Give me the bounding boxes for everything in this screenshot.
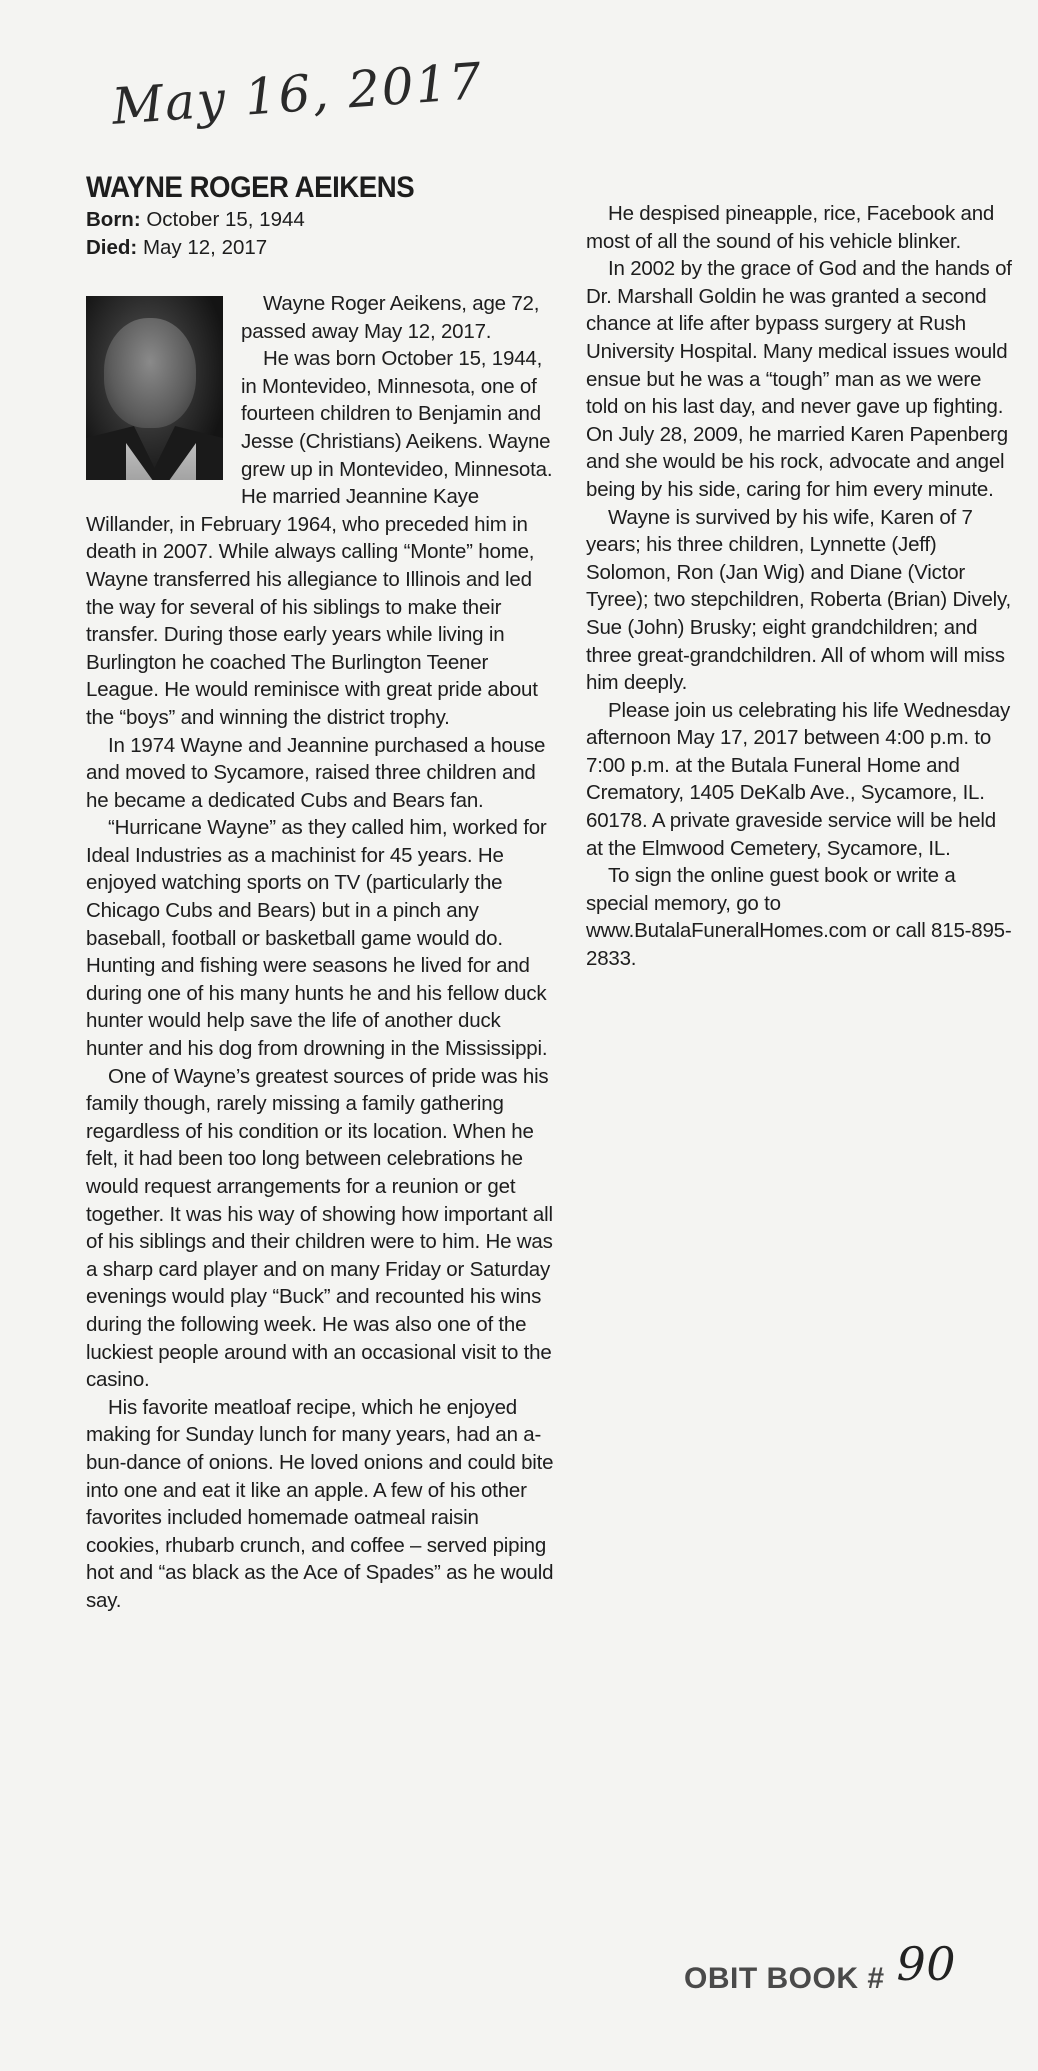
died-line	[86, 234, 556, 262]
died-label: Died:	[86, 236, 138, 259]
portrait-photo	[86, 296, 223, 480]
obituary-paragraph: “Hurricane Wayne” as they called him, worked for Ideal Industries as a machinist for 45 years. He enjoyed watching sports on TV (particularly the Chicago Cubs and Bears) but in a pinch any baseball, football or basketball game would do. Hunting and fishing were seasons he lived for and during one of his many hunts he and his fellow duck hunter would help save the life of another duck hunter and his dog from drowning in the Mississippi.	[86, 816, 548, 1061]
born-line	[86, 206, 556, 234]
obituary-paragraph: In 2002 by the grace of God and the hands of Dr. Marshall Goldin he was granted a second chance at life after bypass surgery at Rush University Hospital. Many medical issues would ensue but he was a “tough” man as we were told on his last day, and never gave up fighting. On July 28, 2009, he married Karen Papenberg and she would be his rock, advocate and angel being by his side, caring for him every minute.	[586, 257, 1012, 501]
obituary-paragraph: His favorite meatloaf recipe, which he enjoyed making for Sunday lunch for many years, had an a-bun-dance of onions. He loved onions and could bite into one and eat it like an apple. A few of his other favorites included homemade oatmeal raisin cookies, rhubarb crunch, and coffee – served piping hot and “as black as the Ace of Spades” as he would say.	[86, 1395, 554, 1612]
obituary-paragraph: One of Wayne’s greatest sources of pride was his family though, rarely missing a family gathering regardless of his condition or its location. When he felt, it had been too long between celebrations he would request arrangements for a reunion or get together. It was his way of showing how important all of his siblings and their children were to him. He was a sharp card player and on many Friday or Saturday evenings would play “Buck” and recounted his wins during the following week. He was also one of the luckiest people around with an occasional visit to the casino.	[86, 1064, 553, 1392]
obituary-right-column	[586, 200, 1016, 973]
obituary-body-left	[86, 290, 556, 1615]
obituary-paragraph: To sign the online guest book or write a special memory, go to www.ButalaFuneralHomes.com or call 815-895-2833.	[586, 864, 1012, 971]
obituary-paragraph: In 1974 Wayne and Jeannine purchased a house and moved to Sycamore, raised three children and he became a dedicated Cubs and Bears fan.	[86, 733, 546, 812]
obituary-name: WAYNE ROGER AEIKENS	[86, 171, 415, 204]
obituary-left-column	[86, 170, 556, 1615]
born-date: October 15, 1944	[146, 208, 305, 231]
obituary-paragraph: Please join us celebrating his life Wednesday afternoon May 17, 2017 between 4:00 p.m. to 7:00 p.m. at the Butala Funeral Home and Crematory, 1405 DeKalb Ave., Sycamore, IL. 60178. A private graveside service will be held at the Elmwood Cemetery, Sycamore, IL.	[586, 698, 1011, 860]
obituary-paragraph: He despised pineapple, rice, Facebook and most of all the sound of his vehicle blinker.	[586, 202, 995, 253]
died-date: May 12, 2017	[142, 236, 268, 259]
handwritten-date: May 16, 2017	[110, 52, 485, 136]
obituary-paragraph: Wayne Roger Aeikens, age 72, passed away May 12, 2017.	[241, 292, 540, 343]
obit-book-number: 90	[896, 1937, 957, 1991]
obit-book-label: OBIT BOOK #	[684, 1962, 885, 1995]
obituary-paragraph: Wayne is survived by his wife, Karen of 7 years; his three children, Lynnette (Jeff) Solomon, Ron (Jan Wig) and Diane (Victor Tyree); two stepchildren, Roberta (Brian) Dively, Sue (John) Brusky; eight grandchildren; and three great-grandchildren. All of whom will miss him deeply.	[586, 505, 1012, 695]
obit-book-footer	[684, 1937, 957, 1999]
born-label: Born:	[86, 208, 141, 231]
obituary-paragraph: He was born October 15, 1944, in Montevideo, Minnesota, one of fourteen children to Benjamin and Jesse (Christians) Aeikens. Wayne grew up in Montevideo, Minnesota. He married Jeannine Kaye Willander, in February 1964, who preceded him in death in 2007. While always calling “Monte” home, Wayne transferred his allegiance to Illinois and led the way for several of his siblings to make their transfer. During those early years while living in Burlington he coached The Burlington Teener League. He would reminisce with great pride about the “boys” and winning the district trophy.	[86, 347, 553, 729]
